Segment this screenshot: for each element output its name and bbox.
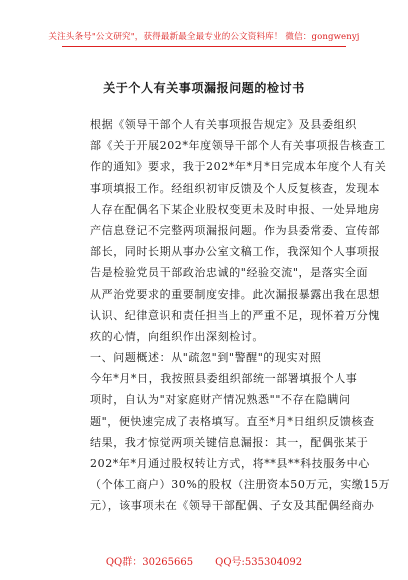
- footer-qq-group: QQ群：30265665: [105, 557, 194, 568]
- body-line: 根据《领导干部个人有关事项报告规定》及县委组织: [90, 118, 357, 131]
- body-line: 部长，同时长期从事办公室文稿工作，我深知个人事项报: [90, 245, 380, 259]
- body-line: 认识、纪律意识和责任担当上的严重不足，现怀着万分愧: [90, 308, 380, 322]
- header-banner: 关注头条号"公文研究"，获得最新最全最专业的公文资料库！ 微信：gongwenyj: [48, 32, 360, 42]
- body-line: 疚的心情，向组织作出深刻检讨。: [90, 329, 264, 343]
- body-line: 元），该事项未在《领导干部配偶、子女及其配偶经商办: [90, 499, 375, 513]
- body-line: 告是检验党员干部政治忠诚的"经验交流"，是落实全面: [90, 266, 369, 280]
- body-line: 人存在配偶名下某企业股权变更未及时申报、一处异地房: [90, 202, 380, 216]
- header-divider: [62, 46, 346, 47]
- body-line: 作的通知》要求，我于202*年*月*日完成本年度个人有关: [90, 160, 387, 174]
- document-body: [90, 114, 391, 517]
- body-line: 202*年*月通过股权转让方式，将**县**科技服务中心: [90, 457, 370, 470]
- body-line: （个体工商户）30%的股权（注册资本50万元，实缴15万: [90, 478, 391, 492]
- footer: [0, 553, 408, 568]
- body-line: 事项填报工作。经组织初审反馈及个人反复核查，发现本: [90, 181, 380, 195]
- body-line: 产信息登记不完整两项漏报问题。作为县委常委、宣传部: [90, 223, 380, 237]
- body-line: 一、问题概述：从"疏忽"到"警醒"的现实对照: [90, 351, 322, 365]
- body-line: 今年*月*日，我按照县委组织部统一部署填报个人事: [90, 372, 358, 386]
- body-line: 从严治党要求的重要制度安排。此次漏报暴露出我在思想: [90, 287, 380, 301]
- footer-qq-number: QQ号:535304092: [215, 557, 303, 568]
- body-line: 结果，我才惊觉两项关键信息漏报：其一，配偶张某于: [90, 435, 369, 449]
- body-line: 项时，自认为"对家庭财产情况熟悉""不存在隐瞒问: [90, 393, 351, 407]
- body-line: 题"，便快速完成了表格填写。直至*月*日组织反馈核查: [90, 414, 375, 428]
- document-title: 关于个人有关事项漏报问题的检讨书: [103, 81, 305, 95]
- body-line: 部《关于开展202*年度领导干部个人有关事项报告核查工: [90, 139, 386, 153]
